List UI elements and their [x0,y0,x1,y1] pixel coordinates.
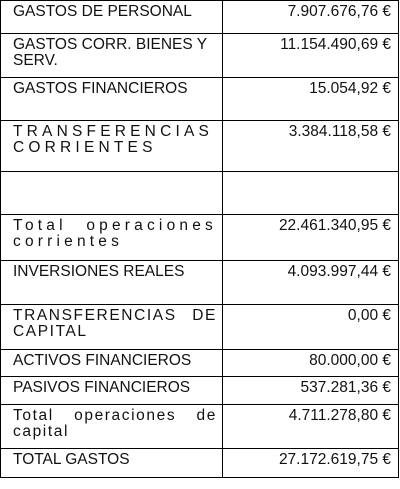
row-amount: 4.711.278,80 € [223,405,399,449]
table-row [1,1,399,34]
table-row [1,261,399,305]
table-row [1,377,399,405]
row-label: GASTOS CORR. BIENES Y SERV. [1,34,223,78]
row-amount: 80.000,00 € [223,350,399,377]
row-label: GASTOS FINANCIEROS [1,78,223,121]
row-label: Total operaciones corrientes [1,215,223,261]
row-label: TRANSFERENCIAS DE CAPITAL [1,305,223,350]
row-label [1,172,223,215]
table-row [1,449,399,478]
table-row [1,78,399,121]
row-amount: 3.384.118,58 € [223,121,399,172]
row-label: PASIVOS FINANCIEROS [1,377,223,405]
table-row [1,34,399,78]
row-label: Total operaciones de capital [1,405,223,449]
table-row [1,172,399,215]
row-amount: 22.461.340,95 € [223,215,399,261]
row-label: TOTAL GASTOS [1,449,223,478]
row-label: GASTOS DE PERSONAL [1,1,223,34]
table-row [1,215,399,261]
row-label: TRANSFERENCIAS CORRIENTES [1,121,223,172]
row-amount: 11.154.490,69 € [223,34,399,78]
row-amount: 4.093.997,44 € [223,261,399,305]
table-row [1,121,399,172]
table-row [1,405,399,449]
row-amount: 15.054,92 € [223,78,399,121]
row-amount: 27.172.619,75 € [223,449,399,478]
row-label: INVERSIONES REALES [1,261,223,305]
row-amount: 537.281,36 € [223,377,399,405]
row-amount: 0,00 € [223,305,399,350]
row-label: ACTIVOS FINANCIEROS [1,350,223,377]
row-amount: 7.907.676,76 € [223,1,399,34]
row-amount [223,172,399,215]
table-row [1,305,399,350]
table-row [1,350,399,377]
